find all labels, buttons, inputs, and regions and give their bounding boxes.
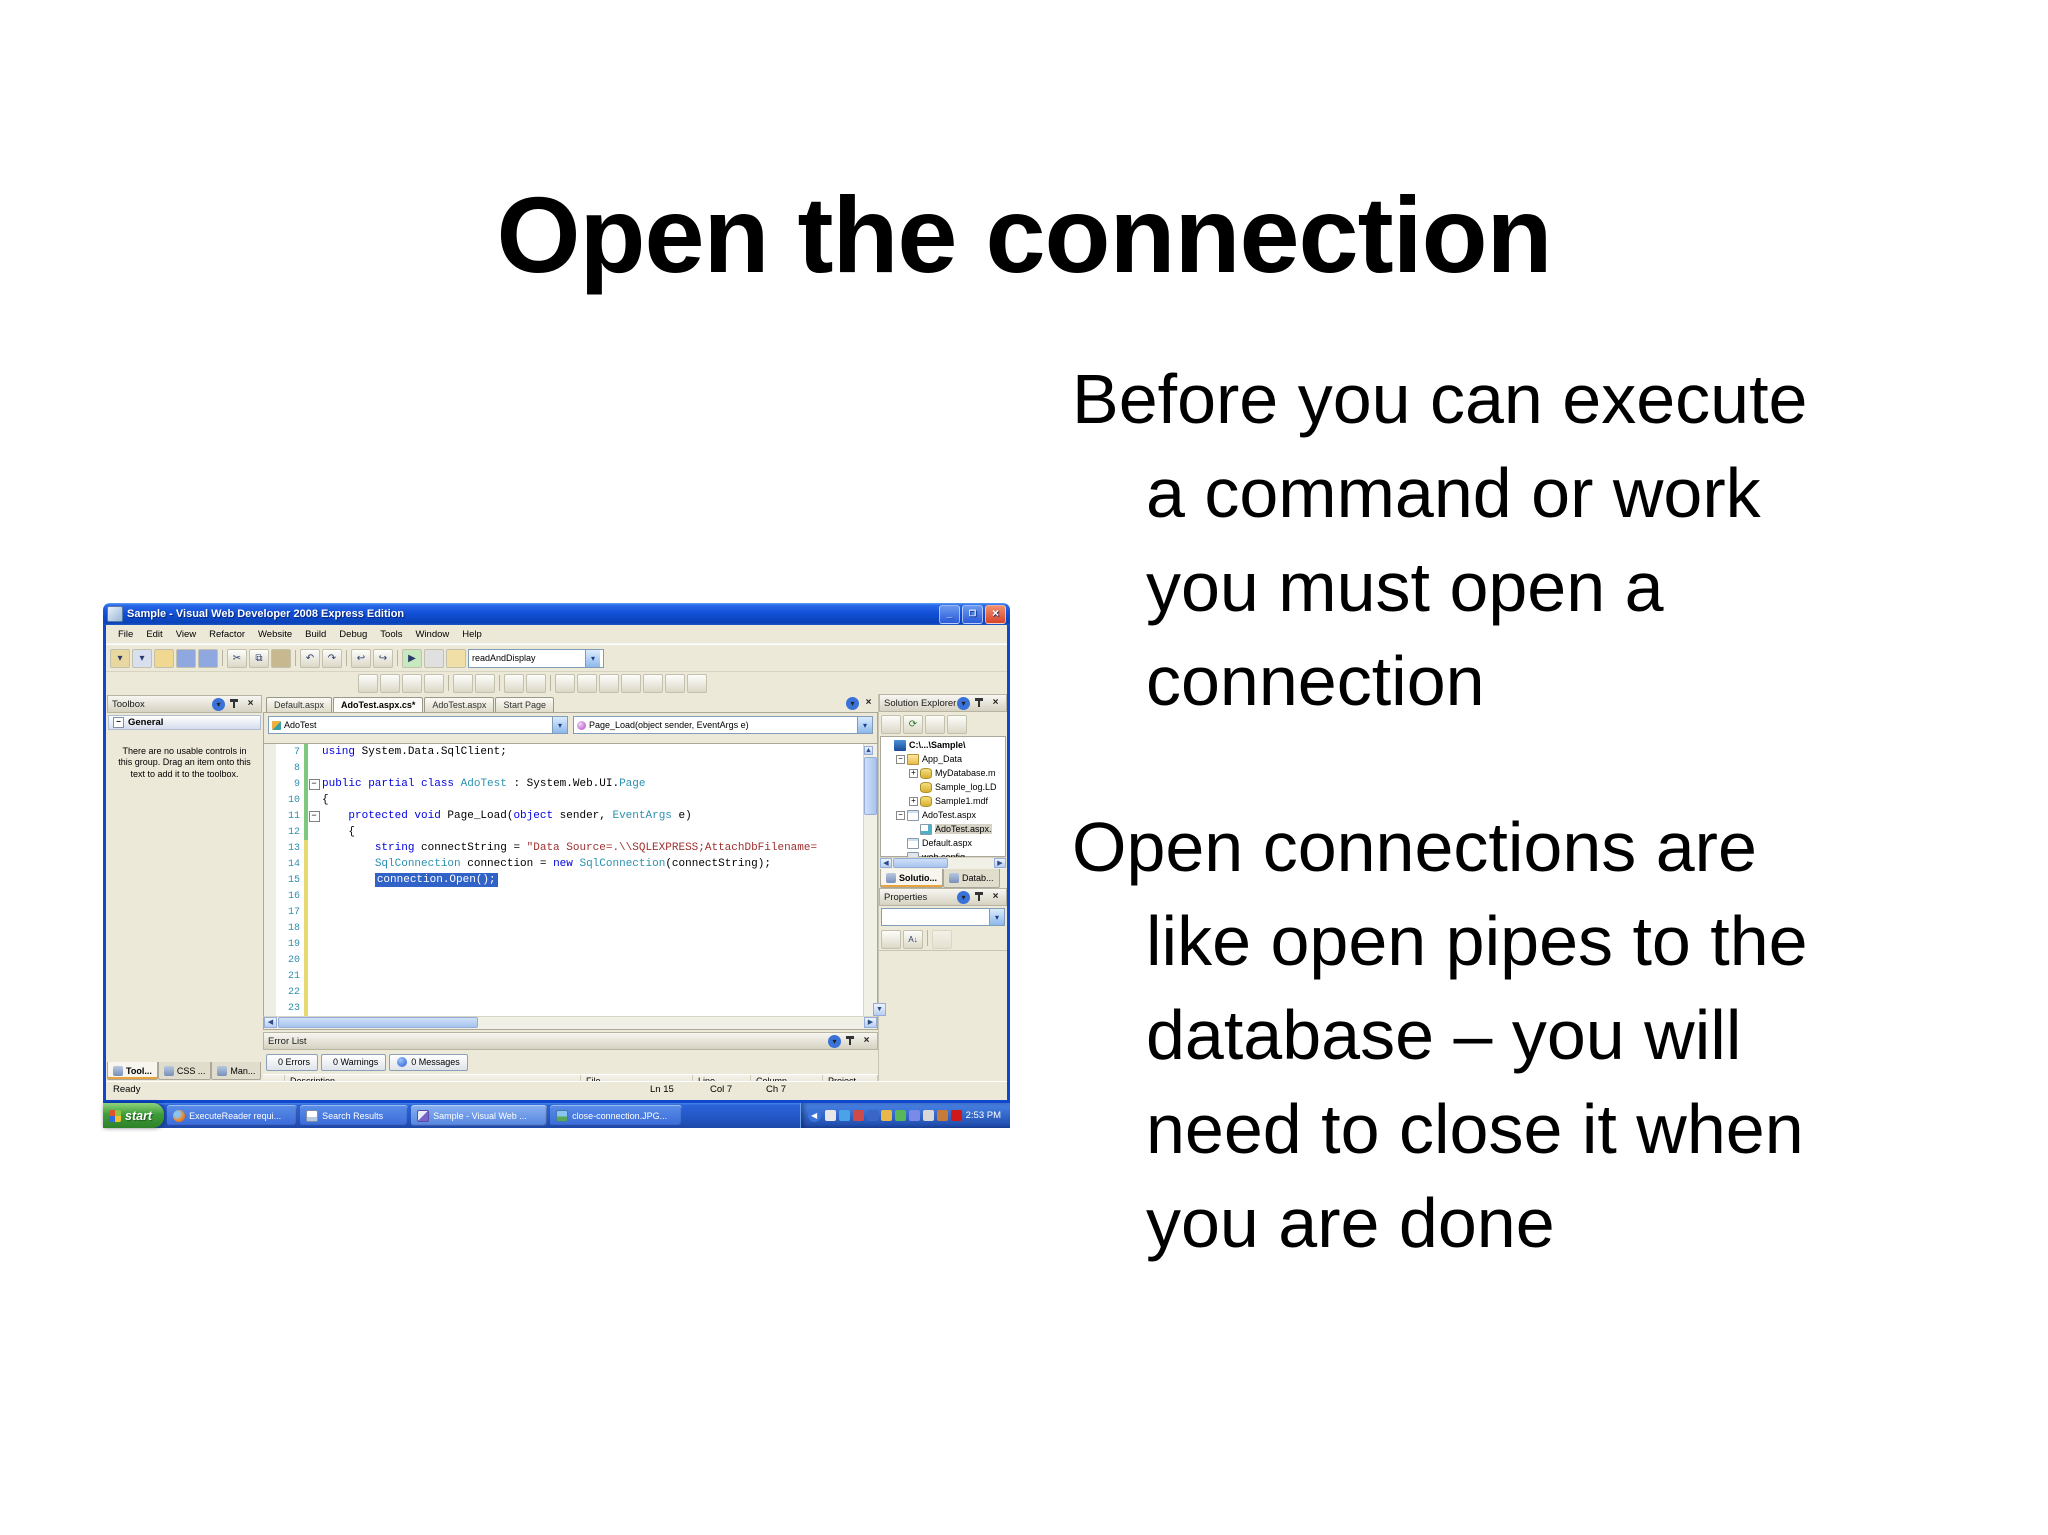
toolbox-general-section[interactable]: − General [108,715,261,730]
scroll-down-icon[interactable] [873,1003,886,1016]
toolbar-separator [397,650,398,666]
properties-close-icon[interactable] [989,891,1002,903]
line-number: 13 [287,842,300,854]
tab-adotest-aspx-cs[interactable]: AdoTest.aspx.cs* [333,697,423,712]
close-document-icon[interactable] [862,697,875,709]
dropdown-arrow-icon[interactable] [857,717,872,733]
document-tabstrip [263,694,878,712]
code-line[interactable] [264,760,877,776]
toggle-bookmark-icon[interactable] [555,674,575,693]
tray-icon-7[interactable] [909,1110,920,1121]
tree-item-sample1-mdf[interactable]: + Sample1.mdf [881,794,1005,808]
toolbox-title: Toolbox [112,698,145,710]
scroll-left-icon[interactable] [880,858,892,868]
break-icon[interactable] [424,649,444,668]
page-icon [907,838,919,849]
tree-item-adotest-aspx[interactable]: AdoTest.aspx. [881,822,1005,836]
collapse-region-icon[interactable] [309,811,320,822]
parameter-info-icon[interactable] [380,674,400,693]
line-number: 10 [287,794,300,806]
horizontal-scrollbar[interactable] [263,1016,878,1030]
menu-edit[interactable]: Edit [146,628,163,640]
line-number: 14 [287,858,300,870]
line-number: 23 [287,1002,300,1014]
tab-solutio[interactable]: Solutio... [880,869,943,888]
tray-icon-8[interactable] [923,1110,934,1121]
code-text: connection.Open(); [376,874,496,886]
root-icon [894,740,906,751]
tray-expand-icon[interactable] [808,1109,821,1122]
error-list-pin-icon[interactable] [844,1035,857,1047]
properties-toolbar [879,928,1007,951]
solution-explorer-pin-icon[interactable] [973,697,986,709]
text-editor-toolbar [106,672,1007,694]
solution-explorer-close-icon[interactable] [989,697,1002,709]
folder-icon [907,754,919,765]
windows-flag-icon [109,1110,121,1122]
status-line-number: Ln 15 [650,1084,674,1095]
collapse-icon[interactable]: − [896,755,905,764]
dropdown-arrow-icon[interactable] [552,717,567,733]
collapse-icon[interactable]: − [896,811,905,820]
line-number: 18 [287,922,300,934]
body-text-line: you must open a [1146,548,1664,626]
indicator-margin [264,856,276,872]
open-file-icon[interactable] [154,649,174,668]
scrollbar-thumb[interactable] [278,1017,478,1028]
members-dropdown[interactable]: Page_Load(object sender, EventArgs e) ▾ [573,716,873,734]
refresh-icon[interactable]: ⟳ [903,715,923,734]
display-member-list-icon[interactable] [358,674,378,693]
filter-0-warnings-button[interactable]: 0 Warnings [321,1054,386,1071]
types-dropdown[interactable]: AdoTest ▾ [268,716,568,734]
code-text: string connectString = "Data Source=.\\SQLEXPRESS;AttachDbFilename= [374,842,818,854]
comment-out-icon[interactable] [504,674,524,693]
clear-bookmarks-icon[interactable] [665,674,685,693]
windows-taskbar [103,1103,1010,1128]
code-text: { [322,826,356,838]
error-list-titlebar [263,1032,878,1050]
properties-pin-icon[interactable] [973,891,986,903]
body-text-line: need to close it when [1146,1090,1804,1168]
properties-panel [879,888,1007,1081]
body-text-paragraph-1 [1072,352,2032,728]
code-editor[interactable] [263,743,878,1016]
indicator-margin [264,792,276,808]
properties-titlebar [879,888,1007,906]
code-line[interactable] [264,840,877,856]
vs-icon [417,1110,429,1122]
body-text-line: you are done [1146,1184,1555,1262]
error-list-close-icon[interactable] [860,1035,873,1047]
tab-css[interactable]: CSS ... [158,1062,212,1080]
minimize-button-icon[interactable] [939,605,960,624]
change-bar [304,984,308,1000]
line-number: 21 [287,970,300,982]
expand-icon[interactable]: + [909,769,918,778]
status-bar [106,1081,1007,1100]
line-number: 8 [293,762,300,774]
window-title: Sample - Visual Web Developer 2008 Express Edition [127,608,405,620]
indicator-margin [264,984,276,1000]
indicator-margin [264,888,276,904]
menu-help[interactable]: Help [462,628,482,640]
tray-icon-1[interactable] [825,1110,836,1121]
properties-object-dropdown[interactable] [881,908,1005,926]
error-list-filter-buttons [263,1050,878,1074]
change-bar [304,888,308,904]
menu-debug[interactable]: Debug [339,628,368,640]
line-number: 22 [287,986,300,998]
previous-bookmark-icon[interactable] [577,674,597,693]
body-text-line: database – you will [1146,996,1742,1074]
no-expander [883,741,892,750]
vs-window [103,603,1010,1103]
toolbox-close-icon[interactable] [244,698,257,710]
line-number: 7 [293,746,300,758]
change-bar [304,904,308,920]
status-column-number: Col 7 [710,1084,733,1095]
outline-margin [308,810,320,822]
toolbar-separator [448,675,449,691]
menu-refactor[interactable]: Refactor [209,628,246,640]
taskbar-task-close-connection-jpg[interactable]: close-connection.JPG... [550,1105,682,1126]
tab-start-page[interactable]: Start Page [495,697,554,712]
line-number: 20 [287,954,300,966]
line-number: 15 [287,874,300,886]
find-combobox-value: readAndDisplay [472,653,536,663]
tree-item-adotest-aspx[interactable]: − AdoTest.aspx [881,808,1005,822]
scroll-right-icon[interactable] [864,1017,877,1028]
toolbox-panel [106,694,263,1081]
tray-icon-5[interactable] [881,1110,892,1121]
filter-0-errors-button[interactable]: 0 Errors [266,1054,318,1071]
new-website-icon[interactable]: ▾ [110,649,130,668]
taskbar-clock: 2:53 PM [965,1110,1001,1121]
code-text: { [322,794,329,806]
class-icon [272,721,281,730]
change-bar [304,1000,308,1016]
categorized-icon[interactable] [881,930,901,949]
indicator-margin [264,808,276,824]
uncomment-icon[interactable] [526,674,546,693]
dropdown-arrow-icon[interactable] [989,909,1004,925]
properties-title: Properties [884,891,928,903]
scroll-right-icon[interactable] [994,858,1006,868]
word-completion-icon[interactable] [424,674,444,693]
toolbox-pin-icon[interactable] [228,698,241,710]
solution-explorer-tree [880,736,1006,857]
standard-toolbar [106,644,1007,672]
window-titlebar[interactable] [103,603,1010,625]
page-title: Open the connection [496,174,1552,296]
page-icon [907,810,919,821]
change-bar [304,744,308,760]
toolbar-separator [346,650,347,666]
code-text: SqlConnection connection = new SqlConnection(connectString); [374,858,771,870]
tree-item-default-aspx[interactable]: Default.aspx [881,836,1005,850]
toolbox-bottom-tabs [107,1062,262,1080]
navigate-backward-icon[interactable]: ↩ [351,649,371,668]
no-expander [909,825,918,834]
tree-item-app-data[interactable]: − App_Data [881,752,1005,766]
indicator-margin [264,904,276,920]
toolbar-separator [499,675,500,691]
tree-item-mydatabase-m[interactable]: + MyDatabase.m [881,766,1005,780]
change-bar [304,824,308,840]
scroll-up-icon[interactable] [864,746,873,755]
menu-build[interactable]: Build [305,628,327,640]
tab-tool-icon [113,1066,123,1076]
code-text: public partial class AdoTest : System.Web.UI.Page [322,778,646,790]
no-expander [896,839,905,848]
next-bookmark-folder-icon[interactable] [643,674,663,693]
line-number: 11 [287,810,300,822]
view-in-browser-icon[interactable] [446,649,466,668]
change-bar [304,936,308,952]
tab-datab[interactable]: Datab... [943,869,1000,888]
indicator-margin [264,952,276,968]
find-combobox[interactable] [468,649,604,668]
decrease-indent-icon[interactable] [453,674,473,693]
indicator-margin [264,1000,276,1016]
body-text-line: like open pipes to the [1146,902,1808,980]
menu-website[interactable]: Website [258,628,293,640]
tab-adotest-aspx[interactable]: AdoTest.aspx [424,697,494,712]
body-text-line: Open connections are [1072,808,1757,886]
code-line[interactable] [264,744,877,760]
scrollbar-thumb[interactable] [893,858,948,868]
save-icon[interactable] [176,649,196,668]
indicator-margin [264,744,276,760]
indicator-margin [264,968,276,984]
solution-explorer-scrollbar[interactable] [880,857,1006,869]
indicator-margin [264,760,276,776]
tab-default-aspx[interactable]: Default.aspx [266,697,332,712]
toolbar-separator [222,650,223,666]
editor-area [263,694,878,1081]
tray-icon-4[interactable] [867,1110,878,1121]
db-icon [920,796,932,807]
navigate-forward-icon[interactable]: ↪ [373,649,393,668]
menu-window[interactable]: Window [415,628,450,640]
window-body [103,625,1010,1103]
paste-icon[interactable] [271,649,291,668]
system-tray [800,1103,1010,1128]
code-line[interactable] [264,888,877,904]
firefox-icon [173,1110,185,1122]
expand-icon[interactable]: + [909,797,918,806]
line-number: 12 [287,826,300,838]
tab-solutio-icon [886,873,896,883]
toolbar-separator [295,650,296,666]
solution-explorer-titlebar [879,694,1007,712]
menu-bar [106,625,1007,644]
tray-icon-10[interactable] [951,1110,962,1121]
code-line[interactable] [264,968,877,984]
code-line[interactable] [264,856,877,872]
status-ready: Ready [113,1084,141,1095]
solution-explorer-tabs [879,869,1007,888]
error-list-menu-icon[interactable] [828,1035,841,1048]
method-icon [577,721,586,730]
code-line[interactable] [264,952,877,968]
code-text: using System.Data.SqlClient; [322,746,507,758]
vertical-scrollbar[interactable] [863,744,877,1016]
menu-view[interactable]: View [175,628,197,640]
right-tool-column [878,694,1007,1081]
code-line[interactable] [264,776,877,792]
indicator-margin [264,824,276,840]
code-line[interactable] [264,904,877,920]
body-text-line: a command or work [1146,454,1761,532]
no-expander [909,783,918,792]
cs-icon [920,824,932,835]
view-designer-icon[interactable] [947,715,967,734]
code-line[interactable] [264,872,877,888]
restore-button-icon[interactable] [962,605,983,624]
toolbox-menu-icon[interactable] [212,698,225,711]
alphabetical-icon[interactable]: A↓ [903,930,923,949]
indicator-margin [264,776,276,792]
property-pages-icon[interactable] [932,930,952,949]
redo-icon[interactable]: ↷ [322,649,342,668]
line-number: 16 [287,890,300,902]
start-button[interactable]: start [103,1103,164,1128]
code-line[interactable] [264,984,877,1000]
body-text-line: connection [1146,642,1485,720]
toolbar-separator [550,675,551,691]
change-bar [304,792,308,808]
doc-icon [306,1110,318,1122]
indicator-margin [264,936,276,952]
filter-0-messages-button[interactable]: 0 Messages [389,1054,468,1071]
ide-screenshot [103,603,1010,1128]
code-line[interactable] [264,808,877,824]
tray-icon-2[interactable] [839,1110,850,1121]
properties-menu-icon[interactable] [957,891,970,904]
change-bar [304,840,308,856]
tree-item-c-sample[interactable]: C:\...\Sample\ [881,738,1005,752]
collapse-section-icon[interactable] [113,717,124,728]
cut-icon[interactable]: ✂ [227,649,247,668]
code-line[interactable] [264,792,877,808]
line-number: 19 [287,938,300,950]
body-text-paragraph-2 [1072,800,2032,1270]
start-debugging-icon[interactable]: ▶ [402,649,422,668]
bookmark-window-icon[interactable] [687,674,707,693]
tree-item-sample-log-ld[interactable]: Sample_log.LD [881,780,1005,794]
scrollbar-thumb[interactable] [864,757,877,815]
solution-explorer-menu-icon[interactable] [957,697,970,710]
add-new-item-icon[interactable]: ▾ [132,649,152,668]
line-number: 9 [293,778,300,790]
close-button-icon[interactable] [985,605,1006,624]
db-icon [920,768,932,779]
toolbox-empty-message: There are no usable controls in this group. Drag an item onto this text to add it to the toolbox. [118,746,251,779]
info-icon [397,1057,407,1067]
taskbar-task-search-results[interactable]: Search Results [300,1105,408,1126]
outline-margin [308,778,320,790]
taskbar-task-executereader-requi[interactable]: ExecuteReader requi... [167,1105,297,1126]
editor-navigation-bar [263,712,878,743]
quick-info-icon[interactable] [402,674,422,693]
change-bar [304,760,308,776]
taskbar-task-sample-visual-web[interactable]: Sample - Visual Web ... [411,1105,547,1126]
status-char-number: Ch 7 [766,1084,787,1095]
undo-icon[interactable]: ↶ [300,649,320,668]
tray-icon-9[interactable] [937,1110,948,1121]
change-bar [304,872,308,888]
properties-grid [879,951,1007,1081]
tab-datab-icon [949,873,959,883]
tab-css-icon [164,1066,174,1076]
increase-indent-icon[interactable] [475,674,495,693]
previous-bookmark-folder-icon[interactable] [621,674,641,693]
code-line[interactable] [264,1000,877,1016]
solution-explorer-title: Solution Explorer [884,697,957,709]
properties-window-icon[interactable] [881,715,901,734]
tray-icon-6[interactable] [895,1110,906,1121]
change-bar [304,968,308,984]
error-list-title: Error List [268,1035,307,1047]
active-files-dropdown-icon[interactable] [846,697,859,710]
change-bar [304,920,308,936]
indicator-margin [264,872,276,888]
db-icon [920,782,932,793]
img-icon [556,1110,568,1122]
tray-icon-3[interactable] [853,1110,864,1121]
solution-explorer-toolbar [879,712,1007,736]
change-bar [304,952,308,968]
nest-related-files-icon[interactable] [925,715,945,734]
copy-icon[interactable]: ⧉ [249,649,269,668]
collapse-region-icon[interactable] [309,779,320,790]
tab-man-icon [217,1066,227,1076]
line-number: 17 [287,906,300,918]
indicator-margin [264,920,276,936]
menu-file[interactable]: File [118,628,134,640]
scroll-left-icon[interactable] [264,1017,277,1028]
dropdown-arrow-icon[interactable] [585,650,600,667]
next-bookmark-icon[interactable] [599,674,619,693]
code-line[interactable] [264,920,877,936]
save-all-icon[interactable] [198,649,218,668]
tab-man[interactable]: Man... [211,1062,261,1080]
indicator-margin [264,840,276,856]
change-bar [304,856,308,872]
code-text: protected void Page_Load(object sender, EventArgs e) [348,810,692,822]
code-line[interactable] [264,936,877,952]
menu-tools[interactable]: Tools [380,628,403,640]
toolbox-titlebar [107,695,262,713]
body-text-line: Before you can execute [1072,360,1808,438]
app-icon [107,606,123,622]
code-line[interactable] [264,824,877,840]
tab-tool[interactable]: Tool... [107,1062,158,1080]
